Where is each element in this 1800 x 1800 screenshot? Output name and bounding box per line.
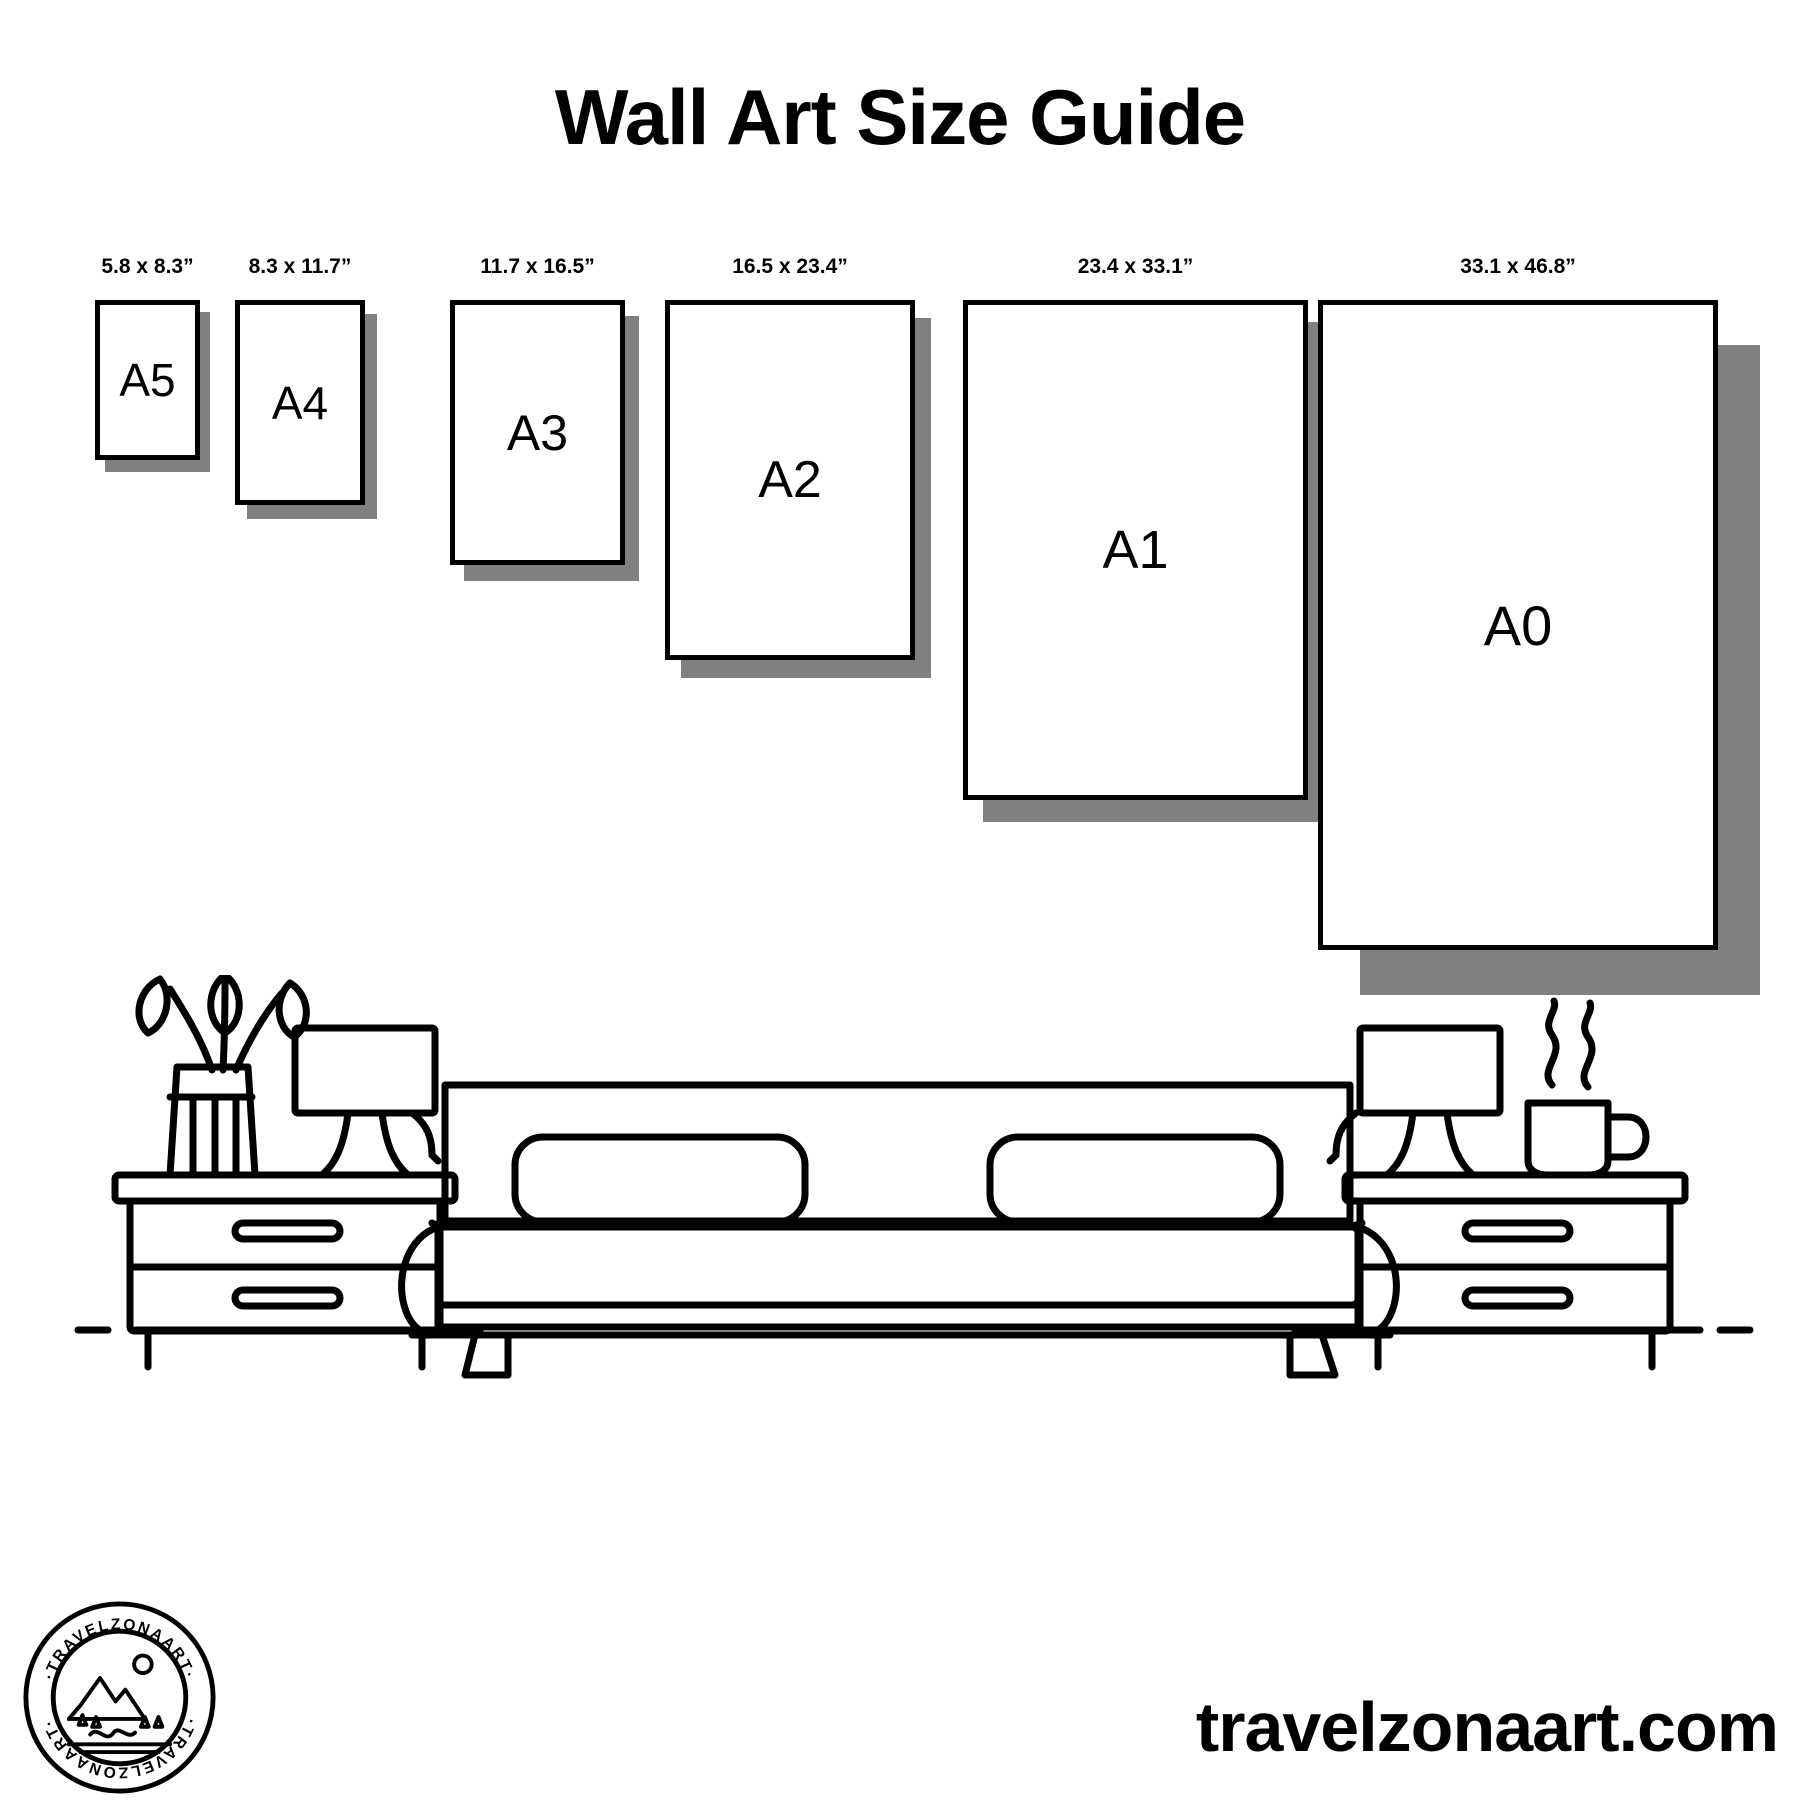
frame-a2-dimensions: 16.5 x 23.4” xyxy=(732,255,848,278)
svg-text:·TRAVELZONAART·: ·TRAVELZONAART· xyxy=(40,1616,199,1682)
frame-a2-label: A2 xyxy=(758,451,822,509)
svg-text:·TRAVELZONAART·: ·TRAVELZONAART· xyxy=(39,1715,200,1781)
frame-a0-dimensions: 33.1 x 46.8” xyxy=(1460,255,1576,278)
frame-a4-label: A4 xyxy=(271,376,329,429)
frame-a3[interactable] xyxy=(450,255,625,565)
right-table-lamp-icon xyxy=(1330,1028,1500,1175)
mountain-lake-badge-icon xyxy=(69,1656,170,1753)
frame-a1[interactable] xyxy=(963,255,1308,800)
coffee-mug-icon xyxy=(1528,1001,1646,1175)
frame-a4[interactable] xyxy=(235,255,365,505)
frame-a0-box[interactable] xyxy=(1318,300,1718,950)
vase-with-plant-icon xyxy=(139,975,306,1175)
frame-a3-box[interactable] xyxy=(450,300,625,565)
left-table-lamp-icon xyxy=(295,1028,438,1175)
bed-icon xyxy=(402,1085,1397,1375)
frame-a5-box[interactable] xyxy=(95,300,200,460)
frame-a1-box[interactable] xyxy=(963,300,1308,800)
frame-a1-label: A1 xyxy=(1102,520,1169,580)
frame-a5-dimensions: 5.8 x 8.3” xyxy=(101,255,194,278)
frame-a0-label: A0 xyxy=(1483,593,1553,657)
page-title: Wall Art Size Guide xyxy=(554,73,1246,161)
frame-a5-label: A5 xyxy=(119,354,176,406)
frame-a1-dimensions: 23.4 x 33.1” xyxy=(1077,255,1194,278)
frame-a4-box[interactable] xyxy=(235,300,365,505)
brand-logo[interactable] xyxy=(22,1600,217,1795)
bedroom-scene xyxy=(60,975,1760,1515)
frame-a3-dimensions: 11.7 x 16.5” xyxy=(480,255,595,278)
frame-a2-box[interactable] xyxy=(665,300,915,660)
frame-a5[interactable] xyxy=(95,255,200,460)
frame-a2[interactable] xyxy=(665,255,915,660)
website-url[interactable]: travelzonaart.com xyxy=(1195,1688,1778,1766)
frame-a4-dimensions: 8.3 x 11.7” xyxy=(248,255,352,278)
frame-a3-label: A3 xyxy=(506,404,569,461)
frame-a0[interactable] xyxy=(1318,255,1718,950)
